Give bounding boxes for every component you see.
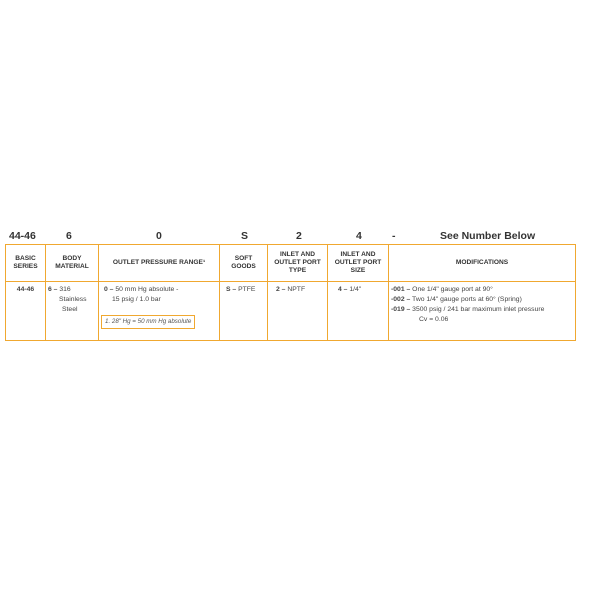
header-port-size: INLET AND OUTLET PORT SIZE (328, 245, 389, 282)
cell-port-size (328, 282, 389, 341)
port-size-text: 1/4" (349, 286, 362, 293)
header-modifications: MODIFICATIONS (389, 245, 576, 282)
mod-item (391, 285, 573, 295)
mod-code: -001 – (391, 286, 411, 293)
header-basic-series: BASIC SERIES (6, 245, 46, 282)
mod-text: One 1/4" gauge port at 90° (412, 286, 493, 293)
cell-body-material (46, 282, 99, 341)
mod-code: -002 – (391, 296, 411, 303)
goods-text: PTFE (238, 286, 256, 293)
mod-item (391, 295, 573, 305)
table-header-row (6, 245, 576, 282)
pressure-footnote: 1. 28" Hg = 50 mm Hg absolute (101, 315, 195, 329)
mod-cv: Cv = 0.06 (419, 316, 449, 323)
goods-code: S – (226, 286, 237, 293)
order-code-row (0, 230, 600, 244)
order-pressure: 0 (156, 230, 162, 242)
mod-text: 3500 psig / 241 bar maximum inlet pressure (412, 306, 545, 313)
order-series: 44-46 (9, 230, 36, 242)
body-text: 316 (59, 286, 71, 293)
cell-series: 44-46 (6, 282, 46, 341)
body-line2: Stainless (59, 296, 87, 303)
header-outlet-pressure-range: OUTLET PRESSURE RANGE¹ (99, 245, 220, 282)
mod-code: -019 – (391, 306, 411, 313)
order-port-type: 2 (296, 230, 302, 242)
order-dash: - (392, 230, 396, 242)
pressure-code: 0 – (104, 286, 114, 293)
mod-item (391, 305, 573, 315)
cell-port-type (268, 282, 328, 341)
ordering-spec-table (5, 244, 576, 341)
header-soft-goods: SOFT GOODS (220, 245, 268, 282)
body-code: 6 – (48, 286, 58, 293)
header-port-type: INLET AND OUTLET PORT TYPE (268, 245, 328, 282)
order-port-size: 4 (356, 230, 362, 242)
order-modifications: See Number Below (440, 230, 536, 242)
cell-modifications (389, 282, 576, 341)
cell-pressure-range (99, 282, 220, 341)
order-goods: S (241, 230, 249, 242)
order-body: 6 (66, 230, 72, 242)
header-body-material: BODY MATERIAL (46, 245, 99, 282)
table-row (6, 282, 576, 341)
cell-soft-goods (220, 282, 268, 341)
port-size-code: 4 – (338, 286, 348, 293)
pressure-text: 50 mm Hg absolute - (115, 286, 179, 293)
mod-text: Two 1/4" gauge ports at 60° (Spring) (412, 296, 522, 303)
port-type-code: 2 – (276, 286, 286, 293)
pressure-line2: 15 psig / 1.0 bar (112, 296, 161, 303)
body-line3: Steel (62, 306, 78, 313)
port-type-text: NPTF (287, 286, 306, 293)
